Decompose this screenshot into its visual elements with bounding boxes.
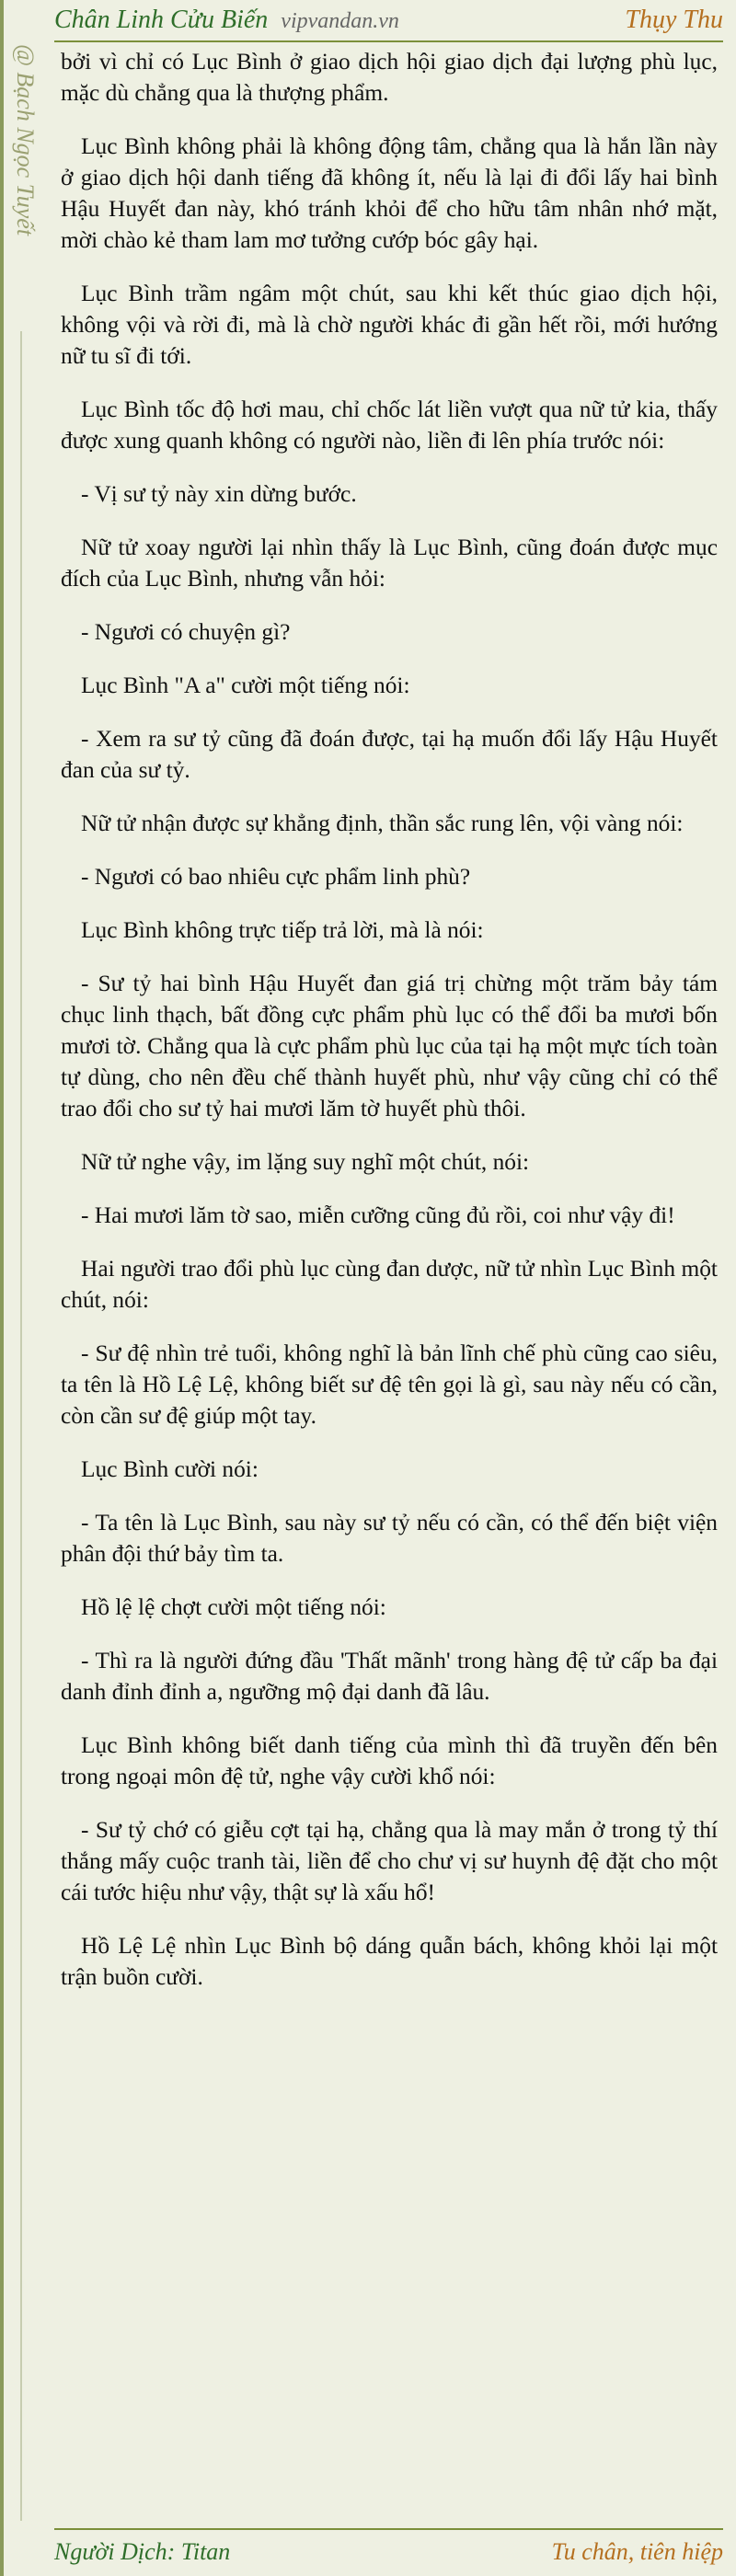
author-name: Thụy Thu (625, 6, 723, 34)
paragraph: - Ngươi có bao nhiêu cực phẩm linh phù? (81, 864, 471, 890)
page-footer (54, 2528, 723, 2574)
paragraph: - Thì ra là người đứng đầu 'Thất mãnh' trong hàng đệ tử cấp ba đại danh đỉnh đỉnh a, ngưỡng mộ đại danh đã lâu. (61, 1648, 718, 1705)
sidebar (11, 44, 46, 412)
paragraph: - Vị sư tỷ này xin dừng bước. (81, 481, 357, 507)
paragraph: Lục Bình không phải là không động tâm, chẳng qua là hắn lần này ở giao dịch hội danh tiếng đã không ít, nếu là lại đi đổi lấy hai bình Hậu Huyết đan này, khó tránh khỏi để cho hữu tâm nhân nhớ mặt, mời chào kẻ tham lam mơ tưởng cướp bóc gây hại. (61, 133, 718, 253)
paragraph: Lục Bình trầm ngâm một chút, sau khi kết thúc giao dịch hội, không vội và rời đi, mà là chờ người khác đi gần hết rồi, mới hướng nữ tu sĩ đi tới. (61, 281, 718, 369)
paragraph: Nữ tử nghe vậy, im lặng suy nghĩ một chút, nói: (81, 1149, 530, 1175)
paragraph: - Xem ra sư tỷ cũng đã đoán được, tại hạ muốn đổi lấy Hậu Huyết đan của sư tỷ. (61, 726, 718, 783)
genre-label: Tu chân, tiên hiệp (551, 2538, 723, 2565)
sidebar-watermark: @ Bạch Ngọc Tuyết (12, 44, 39, 236)
paragraph: Hồ Lệ Lệ nhìn Lục Bình bộ dáng quẫn bách, không khỏi lại một trận buồn cười. (61, 1933, 718, 1990)
paragraph: Hai người trao đổi phù lục cùng đan dược, nữ tử nhìn Lục Bình một chút, nói: (61, 1256, 718, 1313)
paragraph: Lục Bình cười nói: (81, 1456, 259, 1482)
paragraph: Nữ tử xoay người lại nhìn thấy là Lục Bình, cũng đoán được mục đích của Lục Bình, nhưng vẫn hỏi: (61, 535, 718, 592)
paragraph: - Sư tỷ chớ có giễu cợt tại hạ, chẳng qua là may mắn ở trong tỷ thí thắng mấy cuộc tranh tài, liền để cho chư vị sư huynh đệ đặt cho một cái tước hiệu như vậy, thật sự là xấu hổ! (61, 1817, 718, 1905)
page-header (54, 0, 723, 42)
header-left (54, 6, 399, 35)
paragraph: - Ta tên là Lục Bình, sau này sư tỷ nếu có cần, có thể đến biệt viện phân đội thứ bảy tìm ta. (61, 1510, 718, 1567)
site-name: vipvandan.vn (281, 9, 399, 33)
book-title: Chân Linh Cửu Biến (54, 6, 269, 34)
paragraph: - Sư đệ nhìn trẻ tuổi, không nghĩ là bản lĩnh chế phù cũng cao siêu, ta tên là Hồ Lệ Lệ, không biết sư đệ tên gọi là gì, sau này nếu có cần, còn cần sư đệ giúp một tay. (61, 1340, 718, 1429)
paragraph: Nữ tử nhận được sự khẳng định, thần sắc rung lên, vội vàng nói: (81, 811, 684, 836)
paragraph: Lục Bình tốc độ hơi mau, chỉ chốc lát liền vượt qua nữ tử kia, thấy được xung quanh không có người nào, liền đi lên phía trước nói: (61, 397, 718, 454)
sidebar-rule (20, 331, 22, 2521)
paragraph: - Ngươi có chuyện gì? (81, 619, 291, 645)
paragraph: bởi vì chỉ có Lục Bình ở giao dịch hội giao dịch đại lượng phù lục, mặc dù chẳng qua là thượng phẩm. (61, 49, 718, 106)
chapter-text (61, 46, 718, 2015)
paragraph: - Sư tỷ hai bình Hậu Huyết đan giá trị chừng một trăm bảy tám chục linh thạch, bất đồng cực phẩm phù lục có thể đổi ba mươi bốn mươi tờ. Chẳng qua là cực phẩm phù lục của tại hạ một mực tích toàn tự dùng, cho nên đều chế thành huyết phù, như vậy cũng chỉ có thể trao đổi cho sư tỷ hai mươi lăm tờ huyết phù thôi. (61, 971, 718, 1121)
paragraph: Hồ lệ lệ chợt cười một tiếng nói: (81, 1594, 386, 1620)
paragraph: Lục Bình không biết danh tiếng của mình thì đã truyền đến bên trong ngoại môn đệ tử, nghe vậy cười khổ nói: (61, 1732, 718, 1789)
paragraph: Lục Bình không trực tiếp trả lời, mà là nói: (81, 917, 484, 943)
paragraph: Lục Bình "A a" cười một tiếng nói: (81, 673, 410, 698)
paragraph: - Hai mươi lăm tờ sao, miễn cưỡng cũng đủ rồi, coi như vậy đi! (81, 1202, 675, 1228)
translator-credit: Người Dịch: Titan (54, 2538, 231, 2565)
